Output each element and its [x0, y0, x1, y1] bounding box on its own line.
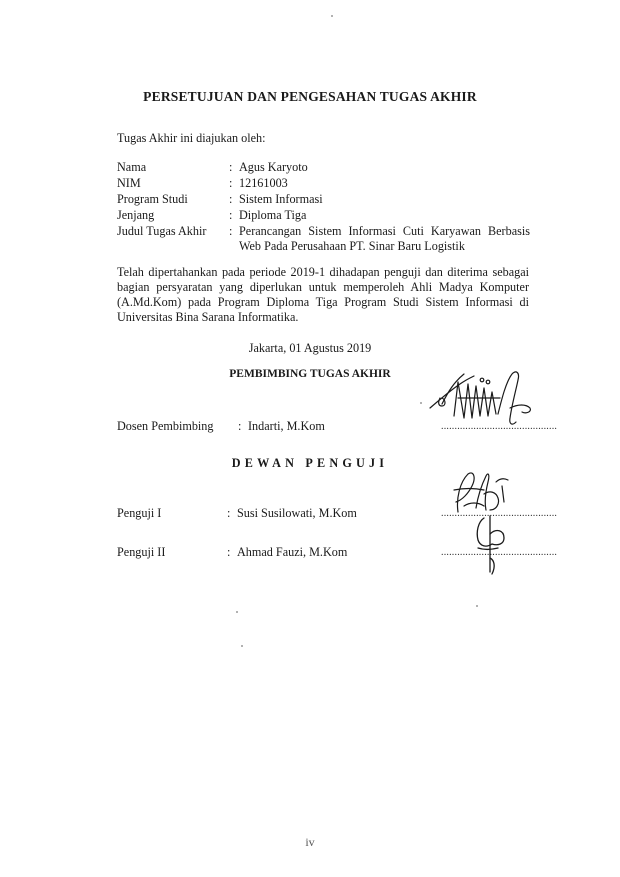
field-value-nama: Agus Karyoto	[239, 160, 308, 174]
examiner-1-name: Susi Susilowati, M.Kom	[237, 506, 357, 520]
field-colon: :	[229, 176, 233, 190]
examiner-1-label: Penguji I	[117, 506, 162, 520]
field-colon: :	[229, 208, 233, 222]
examiner-2-label: Penguji II	[117, 545, 166, 559]
advisor-colon: :	[238, 419, 242, 433]
field-value-nim: 12161003	[239, 176, 288, 190]
scan-speck	[420, 402, 422, 404]
signature-line-advisor: ...........................................	[441, 421, 558, 432]
field-value-judul-line1: Perancangan Sistem Informasi Cuti Karyawan Berbasis	[239, 224, 530, 238]
advisor-heading: PEMBIMBING TUGAS AKHIR	[229, 368, 391, 380]
field-label-jenjang: Jenjang	[117, 208, 155, 222]
field-label-nim: NIM	[117, 176, 141, 190]
scan-speck	[241, 645, 243, 647]
signature-line-examiner-2: ...........................................	[441, 547, 558, 558]
advisor-name: Indarti, M.Kom	[248, 419, 325, 433]
field-colon: :	[229, 160, 233, 174]
place-date: Jakarta, 01 Agustus 2019	[248, 341, 372, 355]
scan-speck	[476, 605, 478, 607]
approval-paragraph: Telah dipertahankan pada periode 2019-1 dihadapan penguji dan diterima sebagai bagian persyaratan yang diperlukan untuk memperoleh Ahli Madya Komputer (A.Md.Kom) pada Program Diploma Tiga Program Studi Sistem Informasi di Universitas Bina Sarana Informatika.	[117, 265, 529, 324]
field-label-judul: Judul Tugas Akhir	[117, 224, 207, 238]
page-number: iv	[305, 835, 315, 849]
field-value-judul-line2: Web Pada Perusahaan PT. Sinar Baru Logistik	[239, 239, 465, 253]
examiners-heading: DEWAN PENGUJI	[231, 456, 389, 470]
examiner-2-name: Ahmad Fauzi, M.Kom	[237, 545, 348, 559]
field-value-jenjang: Diploma Tiga	[239, 208, 307, 222]
examiner-2-colon: :	[227, 545, 231, 559]
advisor-label: Dosen Pembimbing	[117, 419, 214, 433]
signature-line-examiner-1: ...........................................	[441, 508, 558, 519]
field-value-program-studi: Sistem Informasi	[239, 192, 323, 206]
intro-text: Tugas Akhir ini diajukan oleh:	[117, 131, 266, 145]
field-colon: :	[229, 224, 233, 238]
advisor-signature	[424, 368, 536, 430]
examiner-2-signature	[470, 512, 514, 578]
field-label-program-studi: Program Studi	[117, 192, 188, 206]
scan-speck	[236, 611, 238, 613]
examiner-1-colon: :	[227, 506, 231, 520]
page-title: PERSETUJUAN DAN PENGESAHAN TUGAS AKHIR	[143, 89, 477, 104]
field-colon: :	[229, 192, 233, 206]
field-label-nama: Nama	[117, 160, 147, 174]
scan-speck	[331, 15, 333, 17]
